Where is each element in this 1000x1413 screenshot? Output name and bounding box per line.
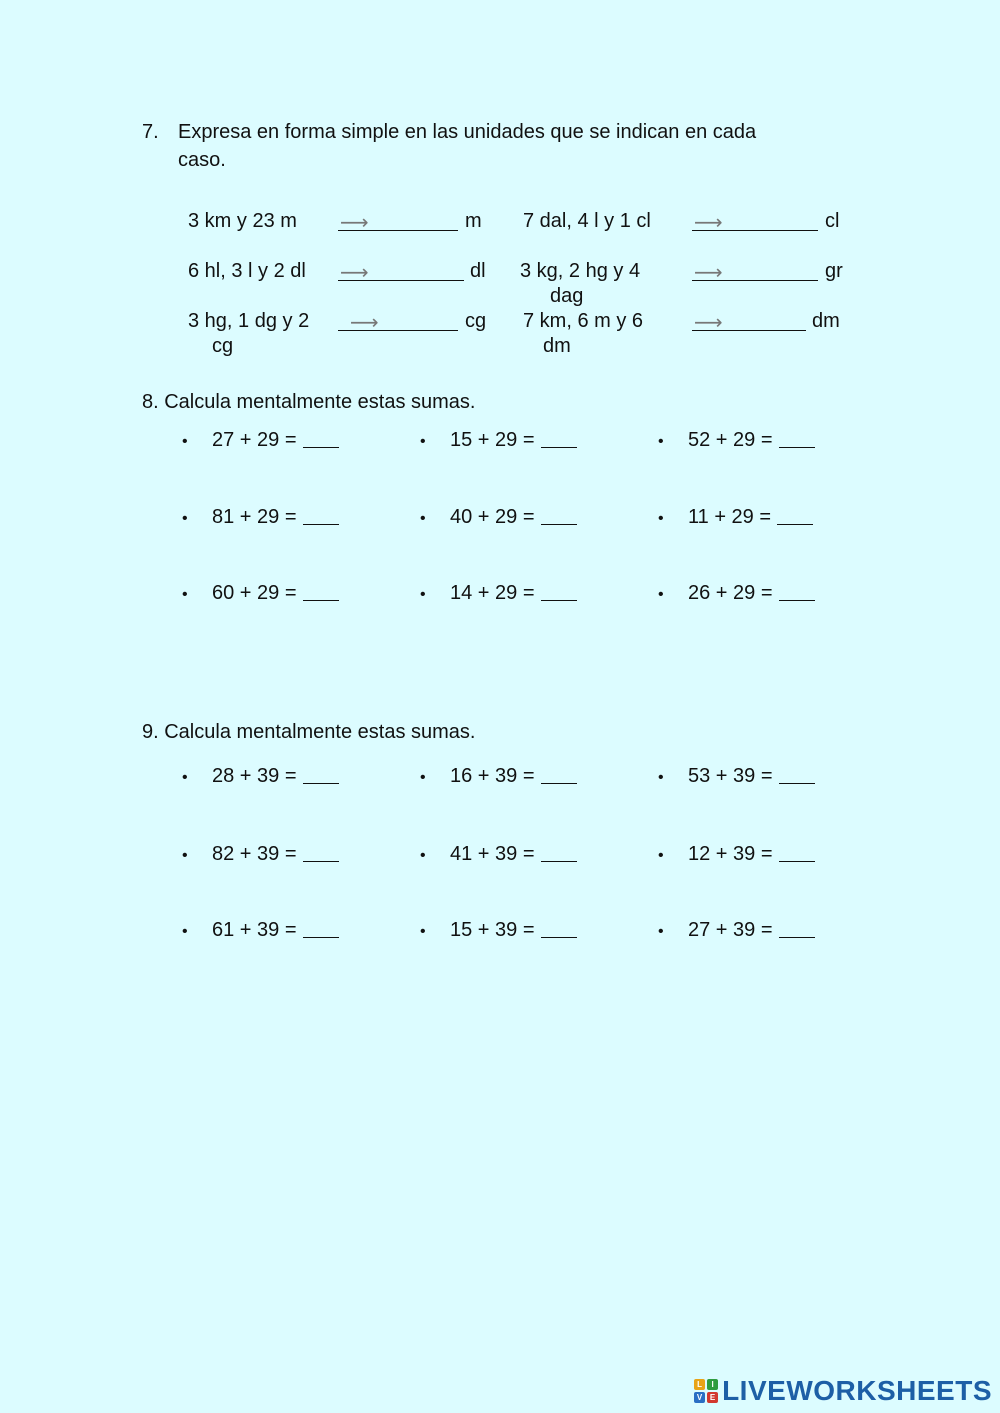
bullet-icon: • (182, 433, 188, 450)
answer-blank[interactable] (541, 506, 577, 525)
answer-blank[interactable] (303, 582, 339, 601)
answer-blank[interactable] (338, 280, 464, 281)
sum-item (420, 428, 577, 454)
sum-item (182, 581, 339, 607)
answer-blank[interactable] (779, 843, 815, 862)
bullet-icon: • (420, 769, 426, 786)
sum-expression: 60 + 29 = (212, 582, 297, 604)
sum-expression: 53 + 39 = (688, 765, 773, 787)
sum-expression: 27 + 29 = (212, 429, 297, 451)
sum-item (420, 918, 577, 944)
sum-item (420, 842, 577, 868)
sum-item (658, 842, 815, 868)
question-7-number: 7. (142, 121, 159, 143)
arrow-icon: ⟶ (694, 212, 723, 234)
conversion-unit: gr (825, 260, 843, 282)
liveworksheets-logo-icon (694, 1379, 718, 1403)
bullet-icon: • (182, 769, 188, 786)
sum-expression: 82 + 39 = (212, 843, 297, 865)
sum-item (658, 918, 815, 944)
liveworksheets-logo[interactable] (694, 1375, 992, 1407)
sum-item (182, 918, 339, 944)
arrow-icon: ⟶ (694, 312, 723, 334)
bullet-icon: • (658, 769, 664, 786)
sum-item (182, 505, 339, 531)
sum-item (420, 764, 577, 790)
bullet-icon: • (420, 433, 426, 450)
answer-blank[interactable] (692, 330, 806, 331)
sum-expression: 12 + 39 = (688, 843, 773, 865)
answer-blank[interactable] (777, 506, 813, 525)
answer-blank[interactable] (338, 230, 458, 231)
logo-tile: I (707, 1379, 718, 1390)
sum-expression: 41 + 39 = (450, 843, 535, 865)
question-7-title-line1: Expresa en forma simple en las unidades que se indican en cada (178, 121, 757, 143)
conversion-unit: dl (470, 260, 486, 282)
arrow-icon: ⟶ (340, 212, 369, 234)
conversion-item-label: 3 kg, 2 hg y 4 (520, 260, 641, 282)
answer-blank[interactable] (303, 429, 339, 448)
conversion-unit: cl (825, 210, 840, 232)
answer-blank[interactable] (541, 843, 577, 862)
bullet-icon: • (420, 586, 426, 603)
bullet-icon: • (182, 923, 188, 940)
bullet-icon: • (420, 510, 426, 527)
bullet-icon: • (182, 586, 188, 603)
sum-expression: 26 + 29 = (688, 582, 773, 604)
conversion-unit: dm (812, 310, 840, 332)
sum-expression: 40 + 29 = (450, 506, 535, 528)
conversion-item-label-cont: dag (550, 285, 584, 307)
sum-item (658, 505, 813, 531)
conversion-item-label: 3 hg, 1 dg y 2 (188, 310, 310, 332)
conversion-item-label: 6 hl, 3 l y 2 dl (188, 260, 306, 282)
sum-item (420, 505, 577, 531)
bullet-icon: • (658, 433, 664, 450)
bullet-icon: • (420, 847, 426, 864)
answer-blank[interactable] (303, 919, 339, 938)
sum-item (658, 764, 815, 790)
answer-blank[interactable] (303, 843, 339, 862)
sum-expression: 11 + 29 = (688, 506, 772, 528)
arrow-icon: ⟶ (350, 312, 379, 334)
answer-blank[interactable] (779, 919, 815, 938)
sum-item (420, 581, 577, 607)
logo-tile: V (694, 1392, 705, 1403)
sum-expression: 81 + 29 = (212, 506, 297, 528)
bullet-icon: • (658, 586, 664, 603)
question-9-title: 9. Calcula mentalmente estas sumas. (142, 721, 476, 743)
sum-item (182, 842, 339, 868)
bullet-icon: • (182, 510, 188, 527)
conversion-item-label-cont: dm (543, 335, 571, 357)
conversion-unit: cg (465, 310, 487, 332)
sum-expression: 61 + 39 = (212, 919, 297, 941)
arrow-icon: ⟶ (340, 262, 369, 284)
logo-tile: E (707, 1392, 718, 1403)
answer-blank[interactable] (541, 919, 577, 938)
bullet-icon: • (420, 923, 426, 940)
sum-item (182, 764, 339, 790)
answer-blank[interactable] (779, 582, 815, 601)
answer-blank[interactable] (779, 429, 815, 448)
arrow-icon: ⟶ (694, 262, 723, 284)
liveworksheets-logo-text: LIVEWORKSHEETS (722, 1375, 992, 1406)
bullet-icon: • (658, 847, 664, 864)
question-8-title: 8. Calcula mentalmente estas sumas. (142, 391, 476, 413)
answer-blank[interactable] (541, 765, 577, 784)
answer-blank[interactable] (541, 429, 577, 448)
answer-blank[interactable] (779, 765, 815, 784)
answer-blank[interactable] (338, 330, 458, 331)
bullet-icon: • (658, 510, 664, 527)
conversion-item-label: 7 km, 6 m y 6 (523, 310, 644, 332)
conversion-item-label-cont: cg (212, 335, 234, 357)
answer-blank[interactable] (303, 506, 339, 525)
conversion-item-label: 3 km y 23 m (188, 210, 297, 232)
sum-expression: 14 + 29 = (450, 582, 535, 604)
answer-blank[interactable] (303, 765, 339, 784)
sum-item (658, 428, 815, 454)
question-7-title-line2: caso. (178, 149, 226, 171)
answer-blank[interactable] (692, 230, 818, 231)
sum-expression: 28 + 39 = (212, 765, 297, 787)
conversion-item-label: 7 dal, 4 l y 1 cl (523, 210, 651, 232)
logo-tile: L (694, 1379, 705, 1390)
sum-expression: 27 + 39 = (688, 919, 773, 941)
conversion-unit: m (465, 210, 482, 232)
sum-item (182, 428, 339, 454)
sum-expression: 15 + 39 = (450, 919, 535, 941)
answer-blank[interactable] (692, 280, 818, 281)
sum-item (658, 581, 815, 607)
sum-expression: 52 + 29 = (688, 429, 773, 451)
bullet-icon: • (658, 923, 664, 940)
sum-expression: 15 + 29 = (450, 429, 535, 451)
bullet-icon: • (182, 847, 188, 864)
answer-blank[interactable] (541, 582, 577, 601)
sum-expression: 16 + 39 = (450, 765, 535, 787)
